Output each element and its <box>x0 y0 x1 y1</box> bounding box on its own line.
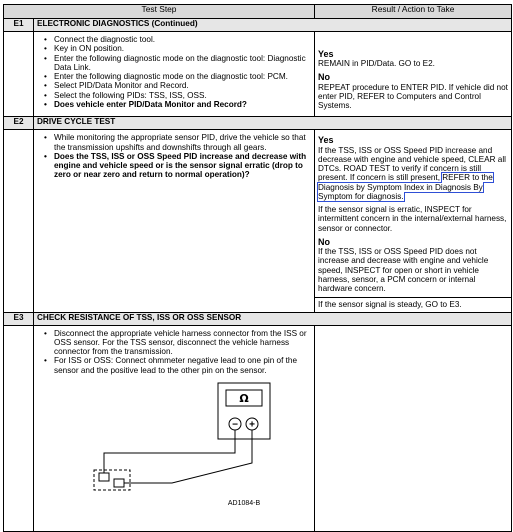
no-text: If the TSS, ISS or OSS Speed PID does not increase and decrease with engine and vehicle speed, INSPECT for open or short in vehicle harness, sensor, a PCM concern or internal hardware concern. <box>318 247 489 294</box>
positive-probe <box>114 479 124 487</box>
step-id: E2 <box>4 117 34 130</box>
list-item: • For ISS or OSS: Connect ohmmeter negative lead to one pin of the sensor and the positive lead to the other pin on the sensor. <box>44 356 312 375</box>
minus-label: − <box>232 419 238 431</box>
step-id: E1 <box>4 19 34 32</box>
step-title: DRIVE CYCLE TEST <box>34 117 512 130</box>
no-label: No <box>318 72 331 83</box>
diagnostic-table <box>3 4 512 532</box>
list-item: • Select PID/Data Monitor and Record. <box>44 81 312 90</box>
no-steady-text: If the sensor signal is steady, GO to E3. <box>315 297 511 309</box>
header-test-step: Test Step <box>4 5 315 19</box>
list-item: • Enter the following diagnostic mode on the diagnostic tool: PCM. <box>44 72 312 81</box>
step-e2-list <box>34 130 314 181</box>
yes-text: REMAIN in PID/Data. GO to E2. <box>318 59 435 69</box>
figure-caption: AD1084-B <box>227 500 261 507</box>
step-id: E3 <box>4 312 34 325</box>
header-result: Result / Action to Take <box>315 5 512 19</box>
step-e3-body <box>4 325 512 531</box>
ohmmeter-figure <box>84 381 314 511</box>
table-header <box>4 5 512 19</box>
list-item: • Select the following PIDs: TSS, ISS, OSS. <box>44 91 312 100</box>
yes-text: If the TSS, ISS or OSS Speed PID increase and decrease with engine and vehicle speed, CLEAR all DTCs. ROAD TEST to verify if concern is still present. If concern is still present, <box>318 145 506 183</box>
ohm-symbol: Ω <box>239 392 249 405</box>
negative-lead <box>104 430 235 473</box>
yes-label: Yes <box>318 135 334 146</box>
step-e2-body <box>4 130 512 312</box>
step-e2-header <box>4 117 512 130</box>
yes-paragraph <box>318 146 508 202</box>
no-label: No <box>318 236 331 247</box>
yes-label: Yes <box>318 49 334 59</box>
list-item-question: • Does vehicle enter PID/Data Monitor and Record? <box>44 100 312 109</box>
list-item: • Connect the diagnostic tool. <box>44 35 312 44</box>
step-e1-body <box>4 32 512 117</box>
list-item: • Enter the following diagnostic mode on the diagnostic tool: Diagnostic Data Link. <box>44 54 312 73</box>
step-e3-list <box>34 326 314 377</box>
plus-label: + <box>249 419 255 431</box>
step-title: CHECK RESISTANCE OF TSS, ISS OR OSS SENSOR <box>34 312 512 325</box>
step-e1-header <box>4 19 512 32</box>
no-text: REPEAT procedure to ENTER PID. If vehicle did not enter PID, REFER to Computers and Control Systems. <box>318 82 508 111</box>
step-title: ELECTRONIC DIAGNOSTICS (Continued) <box>34 19 512 32</box>
list-item-question: • Does the TSS, ISS or OSS Speed PID increase and decrease with engine and vehicle speed or is the sensor signal erratic (drop to zero or near zero and return to normal operation)? <box>44 152 312 180</box>
step-e1-list <box>34 32 314 111</box>
list-item: • Key in ON position. <box>44 44 312 53</box>
list-item: • While monitoring the appropriate sensor PID, drive the vehicle so that the transmission upshifts and downshifts through all gears. <box>44 133 312 152</box>
yes-erratic-text: If the sensor signal is erratic, INSPECT for intermittent concern in the internal/external harness, sensor or connector. <box>318 205 507 233</box>
diagnosis-by-symptom-link[interactable]: REFER to the Diagnosis by Symptom Index in Diagnosis By Symptom for diagnosis. <box>318 173 493 201</box>
list-item: • Disconnect the appropriate vehicle harness connector from the ISS or OSS sensor. For the TSS sensor, disconnect the vehicle harness connector from the transmission. <box>44 329 312 357</box>
step-e3-header <box>4 312 512 325</box>
negative-probe <box>99 473 109 481</box>
ohmmeter-diagram <box>84 381 314 511</box>
